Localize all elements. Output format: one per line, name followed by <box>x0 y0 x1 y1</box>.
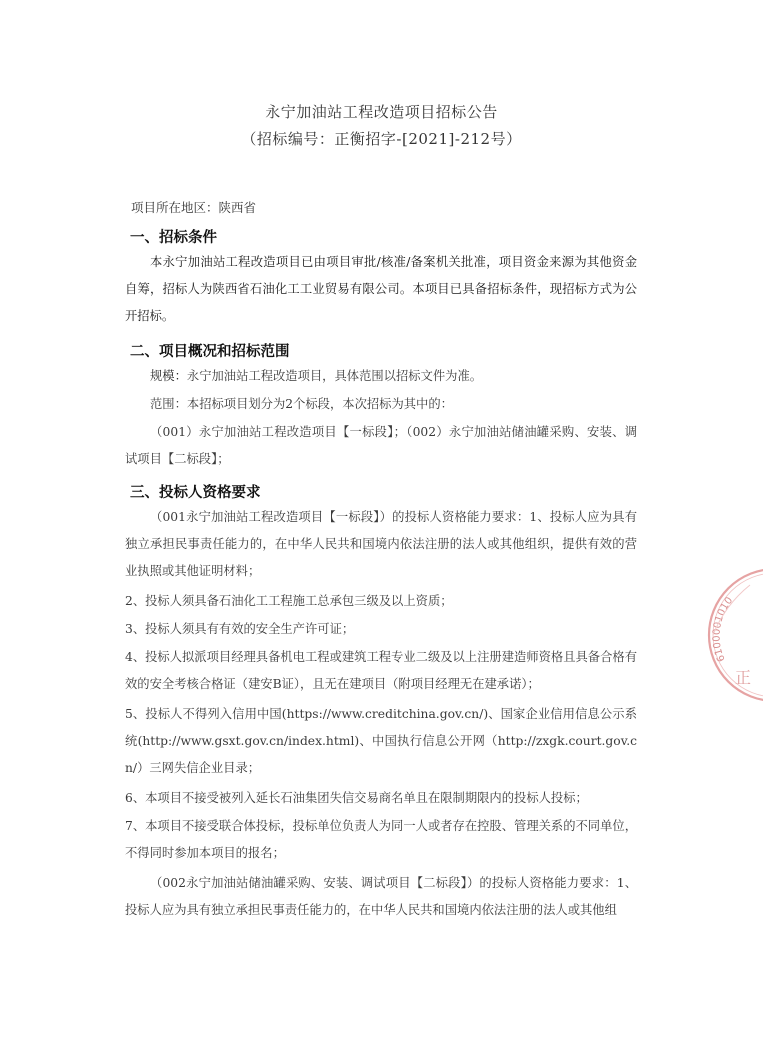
official-seal-stamp <box>705 565 763 705</box>
document-title: 永宁加油站工程改造项目招标公告 <box>265 103 498 121</box>
seal-number-text: 6100001010 <box>711 595 736 664</box>
section-heading-qualifications: 三、投标人资格要求 <box>130 485 261 501</box>
paragraph-scope: 范围：本招标项目划分为2个标段，本次招标为其中的： <box>150 397 453 411</box>
paragraph-qualification-2: 2、投标人须具备石油化工工程施工总承包三级及以上资质； <box>125 594 453 608</box>
paragraph-qualification-7: 7、本项目不接受联合体投标，投标单位负责人为同一人或者存在控股、管理关系的不同单位，不得同时参加本项目的报名； <box>125 819 637 860</box>
paragraph-qualification-lot1: （001永宁加油站工程改造项目【一标段】）的投标人资格能力要求：1、投标人应为具有独立承担民事责任能力的，在中华人民共和国境内依法注册的法人或其他组织，提供有效的营业执照或其他证明材料； <box>125 510 637 578</box>
paragraph-qualification-lot2: （002永宁加油站储油罐采购、安装、调试项目【二标段】）的投标人资格能力要求：1、投标人应为具有独立承担民事责任能力的，在中华人民共和国境内依法注册的法人或其他组 <box>125 876 637 917</box>
paragraph-scale <box>125 363 637 390</box>
paragraph-conditions: 本永宁加油站工程改造项目已由项目审批/核准/备案机关批准，项目资金来源为其他资金自筹，招标人为陕西省石油化工工业贸易有限公司。本项目已具备招标条件，现招标方式为公开招标。 <box>125 255 637 323</box>
section-heading-conditions: 一、招标条件 <box>130 230 217 246</box>
document-subtitle: （招标编号：正衡招字-[2021]-212号） <box>241 130 522 148</box>
paragraph-qualification-4: 4、投标人拟派项目经理具备机电工程或建筑工程专业二级及以上注册建造师资格且具备合格有效的安全考核合格证（建安B证），且无在建项目（附项目经理无在建承诺）； <box>125 650 637 691</box>
seal-char: 正 <box>735 668 752 687</box>
paragraph-lots: （001）永宁加油站工程改造项目【一标段】；（002）永宁加油站储油罐采购、安装、调试项目【二标段】； <box>125 425 637 466</box>
project-region: 项目所在地区：陕西省 <box>131 200 257 215</box>
paragraph-qualification-3: 3、投标人须具有有效的安全生产许可证； <box>125 622 355 636</box>
section-heading-overview: 二、项目概况和招标范围 <box>130 344 290 360</box>
paragraph-qualification-5: 5、投标人不得列入信用中国(https://www.creditchina.gov.cn/)、国家企业信用信息公示系统(http://www.gsxt.gov.cn/index.html)、中国执行信息公开网（http://zxgk.court.gov.cn/）三网失信企业目录； <box>125 707 637 775</box>
scale-text: 永宁加油站工程改造项目，具体范围以招标文件为准。 <box>186 369 483 383</box>
scale-label: 规模： <box>150 369 187 383</box>
paragraph-qualification-6: 6、本项目不接受被列入延长石油集团失信交易商名单且在限制期限内的投标人投标； <box>125 791 588 805</box>
